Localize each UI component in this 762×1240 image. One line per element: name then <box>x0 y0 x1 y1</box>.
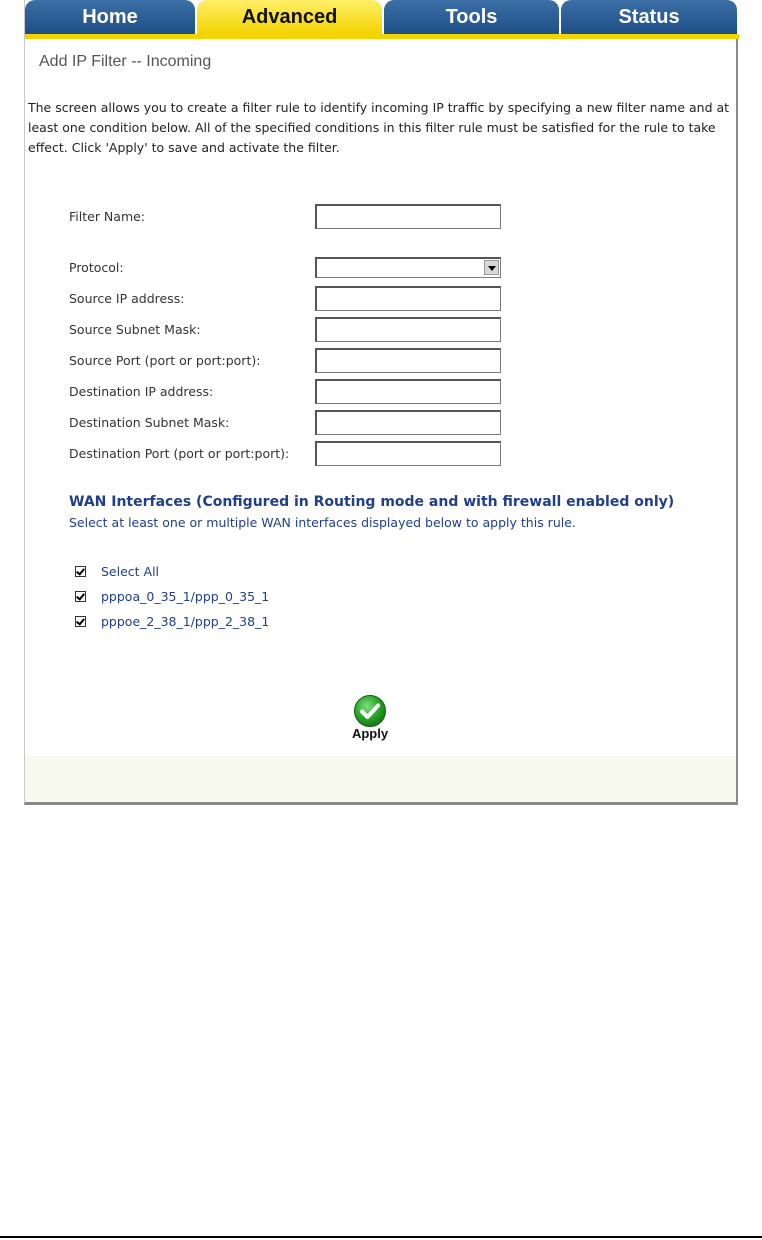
top-nav-tabs <box>25 0 739 37</box>
dest-port-label: Destination Port (port or port:port): <box>69 446 290 461</box>
wan-interfaces-heading: WAN Interfaces (Configured in Routing mode and with firewall enabled only) <box>69 494 675 510</box>
filter-name-label: Filter Name: <box>69 209 146 224</box>
main-content <box>25 39 736 802</box>
select-all-label: Select All <box>101 564 160 579</box>
tab-home[interactable]: Home <box>25 0 195 34</box>
wan-interface-option[interactable] <box>75 614 269 629</box>
chevron-down-icon[interactable] <box>484 260 499 275</box>
wan-interface-label: pppoe_2_38_1/ppp_2_38_1 <box>101 614 270 629</box>
dest-port-input[interactable] <box>315 441 501 466</box>
wan-interface-checkbox[interactable] <box>75 591 86 602</box>
source-mask-input[interactable] <box>315 317 501 342</box>
dest-ip-input[interactable] <box>315 379 501 404</box>
source-ip-input[interactable] <box>315 286 501 311</box>
wan-interface-label: pppoa_0_35_1/ppp_0_35_1 <box>101 589 270 604</box>
source-port-input[interactable] <box>315 348 501 373</box>
source-port-label: Source Port (port or port:port): <box>69 353 261 368</box>
footer-band <box>25 756 736 802</box>
wan-interface-option[interactable] <box>75 589 269 604</box>
protocol-select[interactable] <box>315 257 501 278</box>
page-bottom-rule <box>0 1236 762 1238</box>
dest-mask-input[interactable] <box>315 410 501 435</box>
select-all-checkbox[interactable] <box>75 566 86 577</box>
source-ip-label: Source IP address: <box>69 291 185 306</box>
filter-name-input[interactable] <box>315 204 501 229</box>
dest-ip-label: Destination IP address: <box>69 384 214 399</box>
page-title: Add IP Filter -- Incoming <box>39 53 212 70</box>
apply-button[interactable] <box>345 694 395 741</box>
tab-advanced[interactable]: Advanced <box>197 0 382 34</box>
dest-mask-label: Destination Subnet Mask: <box>69 415 230 430</box>
check-circle-icon <box>353 694 387 728</box>
wan-interface-checkbox[interactable] <box>75 616 86 627</box>
select-all-option[interactable] <box>75 564 159 579</box>
apply-label: Apply <box>351 726 389 741</box>
tab-status[interactable]: Status <box>561 0 737 34</box>
tab-tools[interactable]: Tools <box>384 0 559 34</box>
page-description: The screen allows you to create a filter rule to identify incoming IP traffic by specifying a new filter name and at least one condition below. All of the specified conditions in this filter rule must be satisfied for the rule to take effect. Click 'Apply' to save and activate the filter. <box>28 100 730 155</box>
source-mask-label: Source Subnet Mask: <box>69 322 201 337</box>
router-config-frame <box>24 0 738 805</box>
wan-interfaces-subtext: Select at least one or multiple WAN interfaces displayed below to apply this rule. <box>69 515 576 530</box>
protocol-label: Protocol: <box>69 260 124 275</box>
